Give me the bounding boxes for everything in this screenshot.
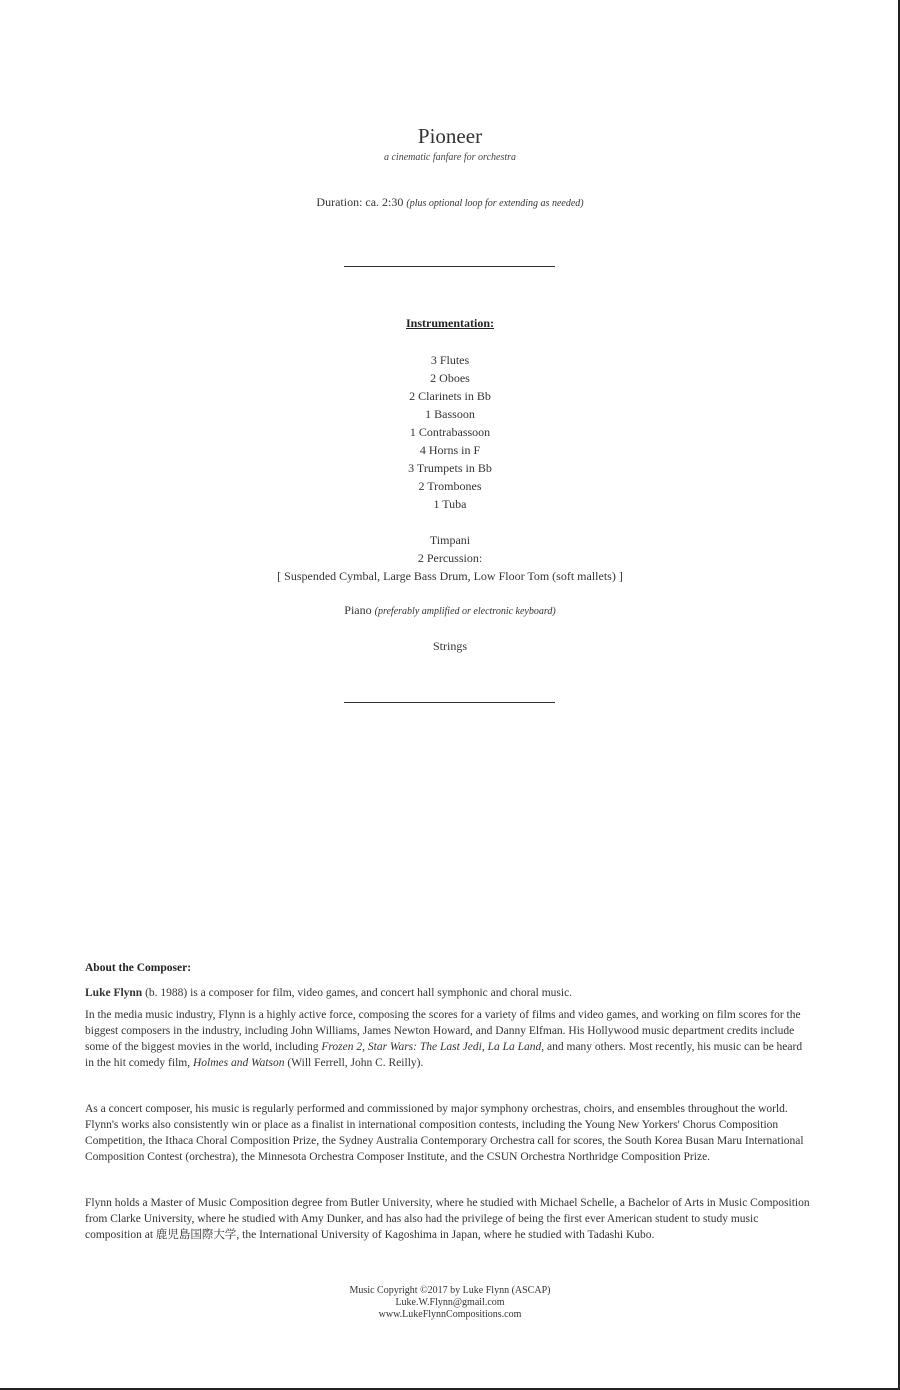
film-titles: Frozen 2, Star Wars: The Last Jedi, La La Land, bbox=[321, 1041, 545, 1053]
instrumentation-heading: Instrumentation: bbox=[405, 316, 494, 330]
about-heading: About the Composer: bbox=[85, 962, 192, 974]
percussion-detail: [ Suspended Cymbal, Large Bass Drum, Low Floor Tom (soft mallets) ] bbox=[277, 569, 623, 583]
score-subtitle: a cinematic fanfare for orchestra bbox=[383, 152, 517, 163]
instrument-item: 1 Contrabassoon bbox=[409, 425, 491, 439]
instrument-item: 2 Oboes bbox=[430, 371, 470, 385]
divider-bottom bbox=[344, 702, 555, 703]
duration-line bbox=[0, 195, 900, 210]
score-title: Pioneer bbox=[417, 124, 483, 148]
about-text: (b. 1988) is a composer for film, video games, and concert hall symphonic and choral music. bbox=[142, 987, 573, 999]
instrument-item: 2 Clarinets in Bb bbox=[409, 389, 491, 403]
divider-top bbox=[344, 266, 555, 267]
percussion-item: Timpani bbox=[429, 533, 471, 547]
about-text: Flynn holds a Master of Music Composition degree from Butler University, where he studied with Michael Schelle, a Bachelor of Arts in Music Composition from Clarke University, where he studied with Amy Dunker, and has also had the privilege of being the first ever American student to study music composition at 鹿児島国際大学, the International University of Kagoshima in Japan, where he studied with Tadashi Kubo. bbox=[85, 1197, 810, 1241]
about-paragraph-3 bbox=[85, 1101, 810, 1165]
instrument-item: 3 Trumpets in Bb bbox=[408, 461, 492, 475]
about-paragraph-4 bbox=[85, 1195, 810, 1243]
percussion-list bbox=[0, 531, 900, 585]
about-text: and many others. Most recently, his music can be heard in the hit comedy film, bbox=[85, 1041, 803, 1069]
about-text: (Will Ferrell, John C. Reilly). bbox=[284, 1057, 424, 1069]
footer bbox=[0, 1285, 900, 1321]
duration-note: (plus optional loop for extending as needed) bbox=[406, 198, 584, 209]
strings-line: Strings bbox=[432, 639, 467, 653]
piano-line bbox=[0, 603, 900, 618]
composer-name: Luke Flynn bbox=[85, 987, 143, 999]
instrument-list bbox=[0, 351, 900, 513]
piano-label: Piano bbox=[344, 603, 372, 617]
instrument-item: 1 Bassoon bbox=[425, 407, 475, 421]
percussion-item: 2 Percussion: bbox=[417, 551, 483, 565]
website-line: www.LukeFlynnCompositions.com bbox=[378, 1309, 522, 1320]
about-paragraph-1 bbox=[85, 985, 810, 1001]
copyright-line: Music Copyright ©2017 by Luke Flynn (ASCAP) bbox=[349, 1285, 551, 1296]
about-text: In the media music industry, Flynn is a highly active force, composing the scores for a variety of films and video games, and working on film scores for the biggest composers in the industry, including John Williams, James Newton Howard, and Danny Elfman. His Hollywood music department credits include some of the biggest movies in the world, including bbox=[85, 1009, 801, 1053]
instrument-item: 1 Tuba bbox=[433, 497, 467, 511]
instrument-item: 2 Trombones bbox=[418, 479, 482, 493]
about-text: As a concert composer, his music is regularly performed and commissioned by major symphony orchestras, choirs, and ensembles throughout the world. Flynn's works also consistently win or place as a finalist in international composition contests, including the Young New Yorkers' Chorus Composition Competition, the Ithaca Choral Composition Prize, the Sydney Australia Contemporary Orchestra call for scores, the South Korea Busan Maru International Composition Contest (orchestra), the Minnesota Orchestra Composer Institute, and the CSUN Orchestra Northridge Composition Prize. bbox=[85, 1103, 804, 1163]
about-paragraph-2 bbox=[85, 1007, 810, 1071]
duration-label: Duration: ca. 2:30 bbox=[316, 195, 404, 209]
email-line: Luke.W.Flynn@gmail.com bbox=[395, 1297, 505, 1308]
instrument-item: 3 Flutes bbox=[430, 353, 470, 367]
film-title: Holmes and Watson bbox=[192, 1057, 285, 1069]
instrument-item: 4 Horns in F bbox=[419, 443, 481, 457]
piano-note: (preferably amplified or electronic keyboard) bbox=[374, 606, 556, 617]
